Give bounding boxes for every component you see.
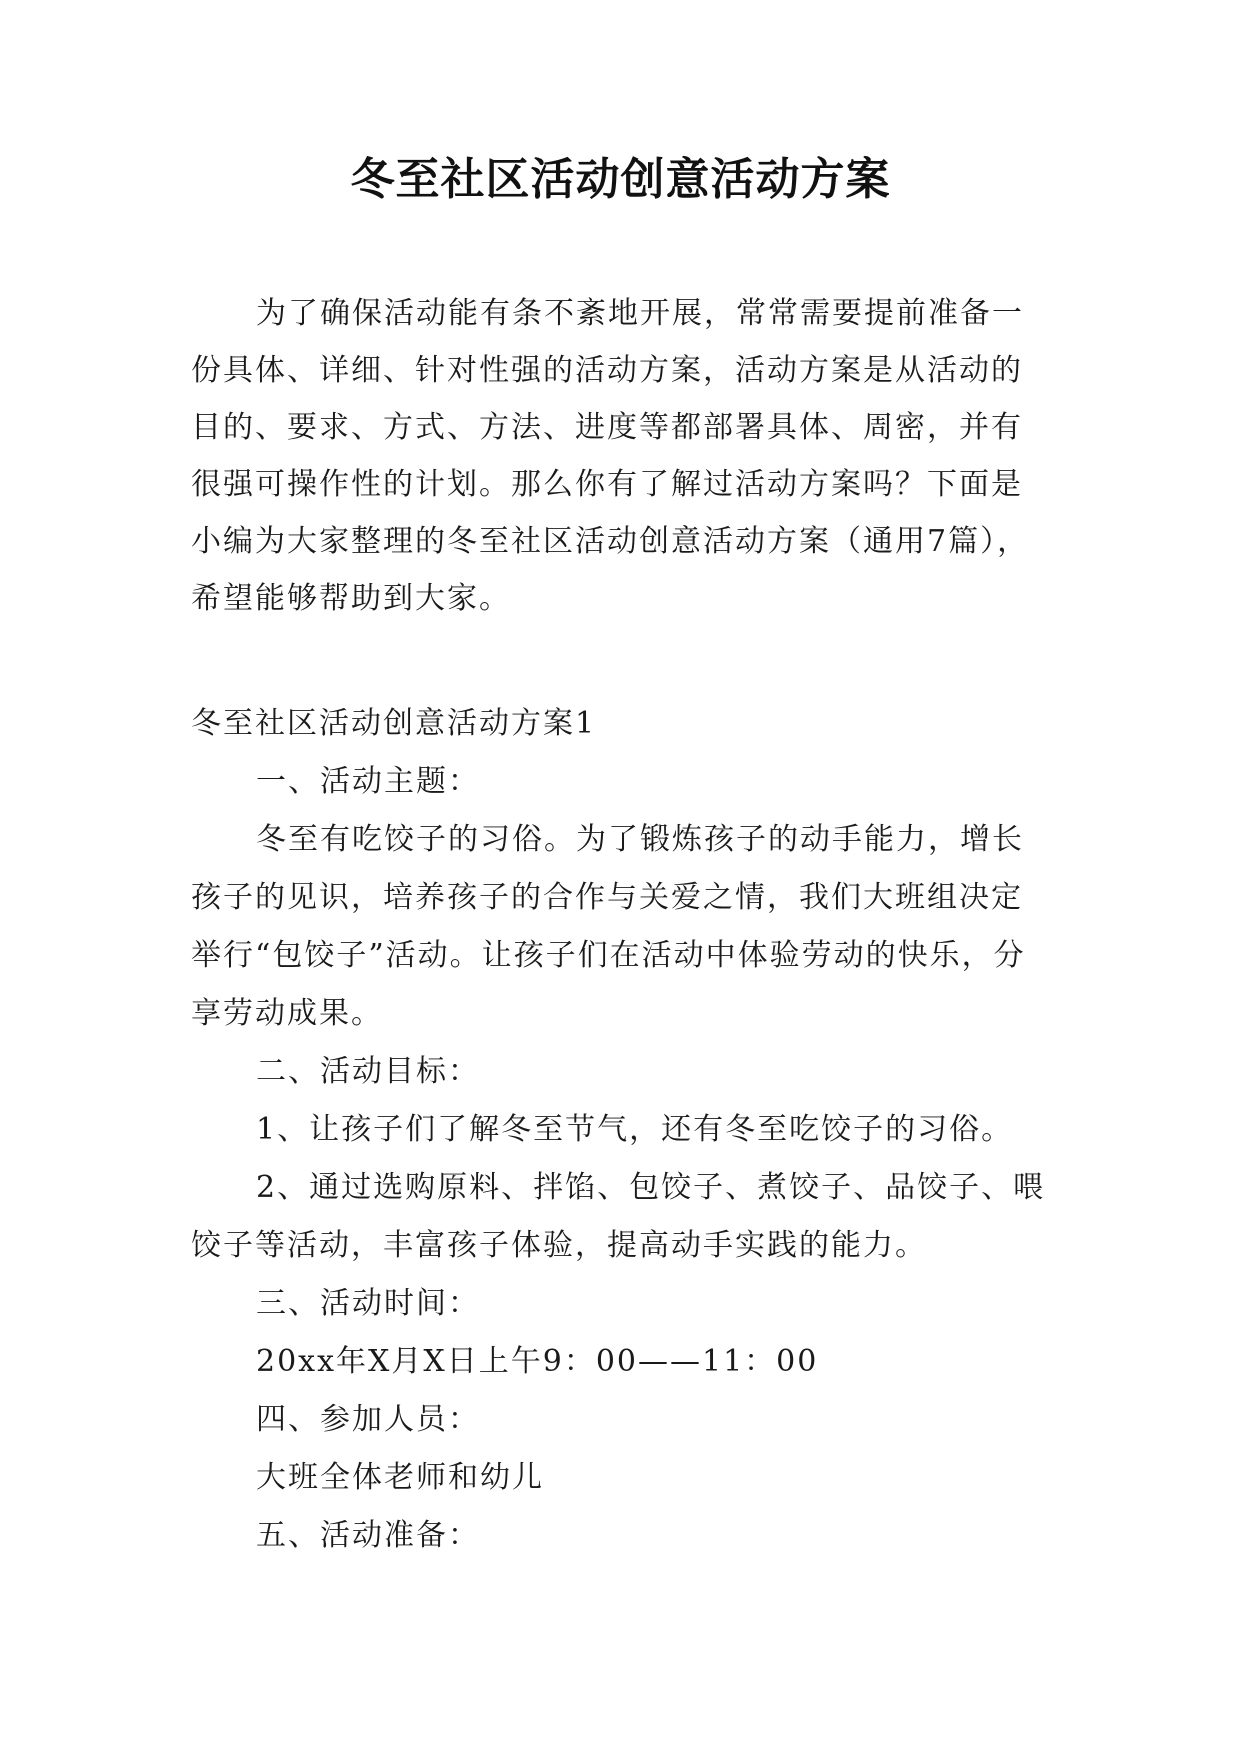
- paragraph-theme: 冬至有吃饺子的习俗。为了锻炼孩子的动手能力，增长孩子的见识，培养孩子的合作与关爱之情，我们大班组决定举行“包饺子”活动。让孩子们在活动中体验劳动的快乐，分享劳动成果。: [191, 822, 1026, 1031]
- subheading-goals: 二、活动目标：: [256, 1054, 480, 1089]
- intro-text: 为了确保活动能有条不紊地开展，常常需要提前准备一份具体、详细、针对性强的活动方案，活动方案是从活动的目的、要求、方式、方法、进度等都部署具体、周密，并有很强可操作性的计划。那么你有了解过活动方案吗？下面是小编为大家整理的冬至社区活动创意活动方案（通用7篇），希望能够帮助到大家。: [191, 296, 1030, 616]
- goal-item-1: 1、让孩子们了解冬至节气，还有冬至吃饺子的习俗。: [256, 1112, 1014, 1147]
- goal-item-2: 2、通过选购原料、拌馅、包饺子、煮饺子、品饺子、喂饺子等活动，丰富孩子体验，提高动手实践的能力。: [191, 1170, 1046, 1263]
- paragraph-participants: 大班全体老师和幼儿: [256, 1460, 544, 1495]
- document-title: 冬至社区活动创意活动方案: [350, 154, 891, 205]
- intro-paragraph: [191, 285, 1051, 627]
- paragraph-time: 20xx年X月X日上午9：00——11：00: [256, 1344, 819, 1379]
- subheading-time: 三、活动时间：: [256, 1286, 480, 1321]
- subheading-preparation: 五、活动准备：: [256, 1518, 480, 1553]
- section-heading: 冬至社区活动创意活动方案1: [191, 706, 597, 741]
- subheading-participants: 四、参加人员：: [256, 1402, 480, 1437]
- subheading-theme: 一、活动主题：: [256, 764, 480, 799]
- section-1: [191, 695, 1051, 1565]
